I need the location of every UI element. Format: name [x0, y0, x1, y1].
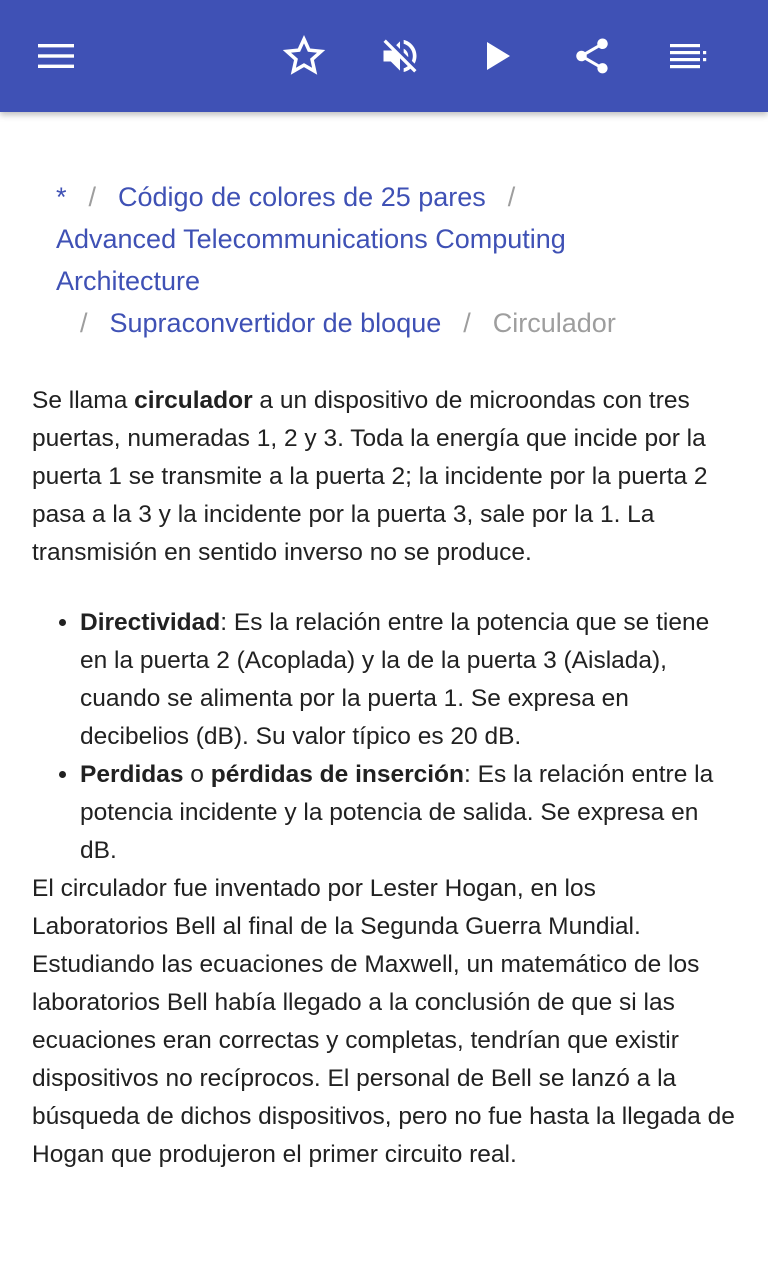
hamburger-menu-icon: [36, 41, 76, 71]
breadcrumb-separator: /: [507, 182, 516, 212]
list-item: • Perdidas o pérdidas de inserción: Es la relación entre la potencia incidente y la potencia de salida. Se expresa en dB.: [80, 756, 738, 870]
breadcrumb-current: Circulador: [492, 308, 616, 338]
breadcrumb-separator: /: [80, 308, 88, 338]
breadcrumb-separator: /: [88, 182, 97, 212]
breadcrumb-item-root[interactable]: *: [56, 182, 67, 212]
share-button[interactable]: [564, 28, 620, 84]
term-perdidas-insercion: pérdidas de inserción: [210, 761, 464, 788]
favorite-button[interactable]: [276, 28, 332, 84]
play-icon: [482, 39, 514, 73]
share-icon: [571, 35, 613, 77]
mute-button[interactable]: [372, 28, 428, 84]
history-paragraph: El circulador fue inventado por Lester Hogan, en los Laboratorios Bell al final de la Segunda Guerra Mundial. Estudiando las ecuaciones de Maxwell, un matemático de los laboratorios Bell había llegado a la conclusión de que si las ecuaciones eran correctas y completas, tendrían que existir dispositivos no recíprocos. El personal de Bell se lanzó a la búsqueda de dichos dispositivos, pero no fue hasta la llegada de Hogan que produjeron el primer circuito real.: [32, 875, 735, 1168]
star-outline-icon: [282, 34, 326, 78]
breadcrumb-item-color-code[interactable]: Código de colores de 25 pares: [118, 182, 486, 212]
term-circulador: circulador: [134, 387, 253, 414]
term-perdidas: Perdidas: [80, 761, 184, 788]
breadcrumb-item-atca-cont[interactable]: Architecture: [56, 266, 201, 296]
app-toolbar: [0, 0, 768, 112]
term-directividad: Directividad: [80, 609, 221, 636]
volume-off-icon: [378, 34, 422, 78]
list-item: • Directividad: Es la relación entre la potencia que se tiene en la puerta 2 (Acoplada) y la de la puerta 3 (Aislada), cuando se alimenta por la puerta 1. Se expresa en decibelios (dB). Su valor típico es 20 dB.: [80, 604, 738, 756]
breadcrumb-separator: /: [463, 308, 471, 338]
breadcrumb-item-atca[interactable]: Advanced Telecommunications Computing: [56, 224, 566, 254]
intro-paragraph: Se llama circulador a un dispositivo de microondas con tres puertas, numeradas 1, 2 y 3. Toda la energía que incide por la puerta 1 se transmite a la puerta 2; la incidente por la puerta 2 pasa a la 3 y la incidente por la puerta 3, sale por la 1. La transmisión en sentido inverso no se produce.: [32, 387, 708, 566]
menu-button[interactable]: [28, 28, 84, 84]
list-icon: [668, 42, 708, 70]
breadcrumb: [56, 176, 716, 344]
breadcrumb-item-supraconvertidor[interactable]: Supraconvertidor de bloque: [109, 308, 442, 338]
contents-button[interactable]: [660, 28, 716, 84]
article-content: [32, 382, 738, 1174]
properties-list: [32, 604, 738, 870]
play-button[interactable]: [470, 28, 526, 84]
